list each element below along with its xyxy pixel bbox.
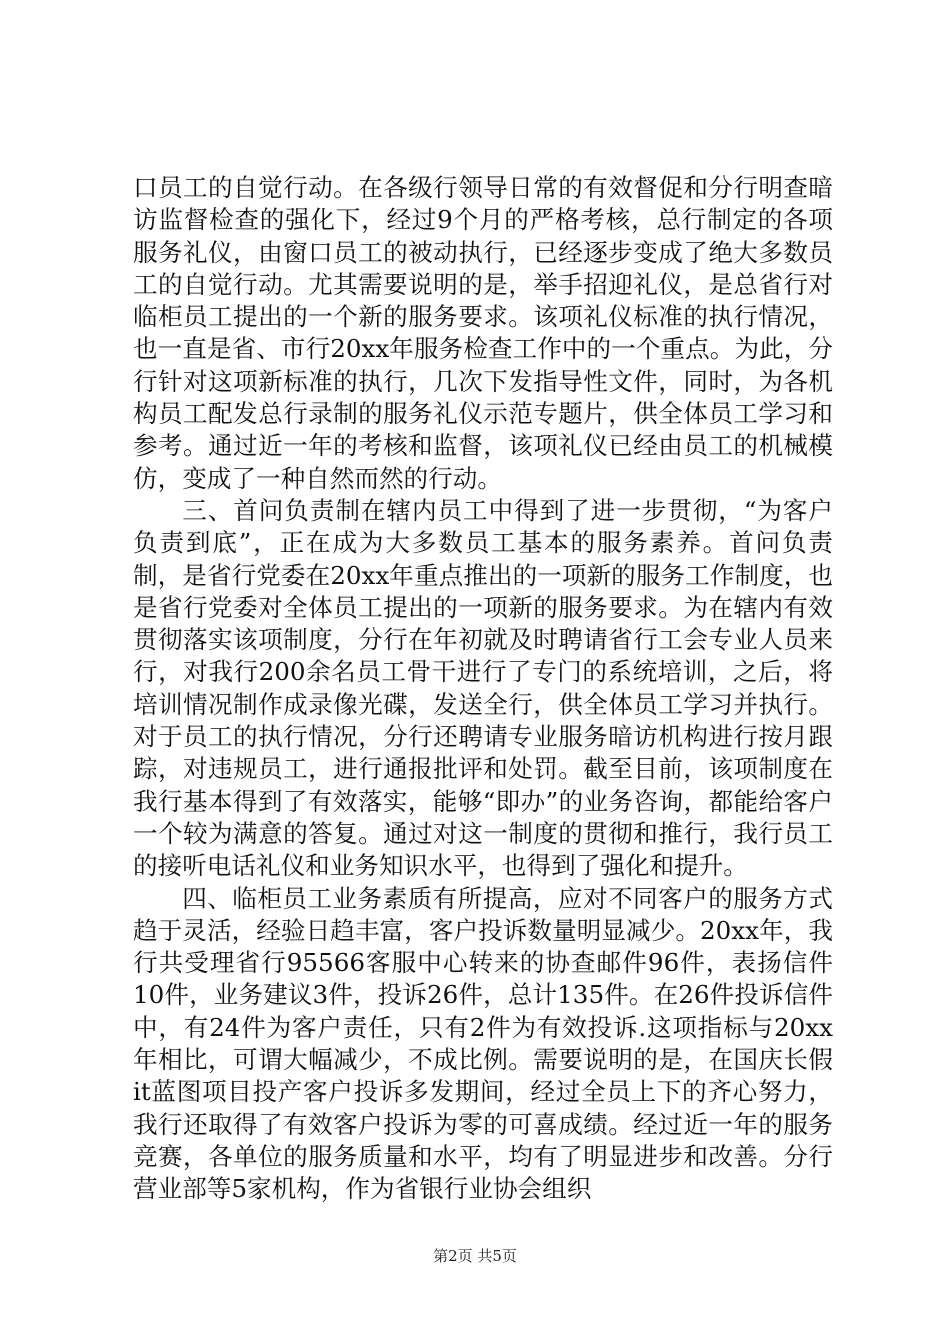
page-number-footer: 第2页 共5页: [433, 1247, 517, 1265]
paragraph-section-three: 三、首问负责制在辖内员工中得到了进一步贯彻，“为客户负责到底”，正在成为大多数员工基本的服务素养。首问负责制，是省行党委在20xx年重点推出的一项新的服务工作制度，也是省行党委对全体员工提出的一项新的服务要求。为在辖内有效贯彻落实该项制度，分行在年初就及时聘请省行工会专业人员来行，对我行200余名员工骨干进行了专门的系统培训，之后，将培训情况制作成录像光碟，发送全行，供全体员工学习并执行。对于员工的执行情况，分行还聘请专业服务暗访机构进行按月跟踪，对违规员工，进行通报批评和处罚。截至目前，该项制度在我行基本得到了有效落实，能够“即办”的业务咨询，都能给客户一个较为满意的答复。通过对这一制度的贯彻和推行，我行员工的接听电话礼仪和业务知识水平，也得到了强化和提升。: [133, 495, 833, 881]
document-body: [133, 172, 833, 1206]
paragraph-section-four: 四、临柜员工业务素质有所提高，应对不同客户的服务方式趋于灵活，经验日趋丰富，客户投诉数量明显减少。20xx年，我行共受理省行95566客服中心转来的协查邮件96件，表扬信件10件，业务建议3件，投诉26件，总计135件。在26件投诉信件中，有24件为客户责任，只有2件为有效投诉.这项指标与20xx年相比，可谓大幅减少，不成比例。需要说明的是，在国庆长假it蓝图项目投产客户投诉多发期间，经过全员上下的齐心努力，我行还取得了有效客户投诉为零的可喜成绩。经过近一年的服务竞赛，各单位的服务质量和水平，均有了明显进步和改善。分行营业部等5家机构，作为省银行业协会组织: [133, 883, 833, 1204]
paragraph-continued: 口员工的自觉行动。在各级行领导日常的有效督促和分行明查暗访监督检查的强化下，经过9个月的严格考核，总行制定的各项服务礼仪，由窗口员工的被动执行，已经逐步变成了绝大多数员工的自觉行动。尤其需要说明的是，举手招迎礼仪，是总省行对临柜员工提出的一个新的服务要求。该项礼仪标准的执行情况，也一直是省、市行20xx年服务检查工作中的一个重点。为此，分行针对这项新标准的执行，几次下发指导性文件，同时，为各机构员工配发总行录制的服务礼仪示范专题片，供全体员工学习和参考。通过近一年的考核和监督，该项礼仪已经由员工的机械模仿，变成了一种自然而然的行动。: [133, 173, 833, 493]
